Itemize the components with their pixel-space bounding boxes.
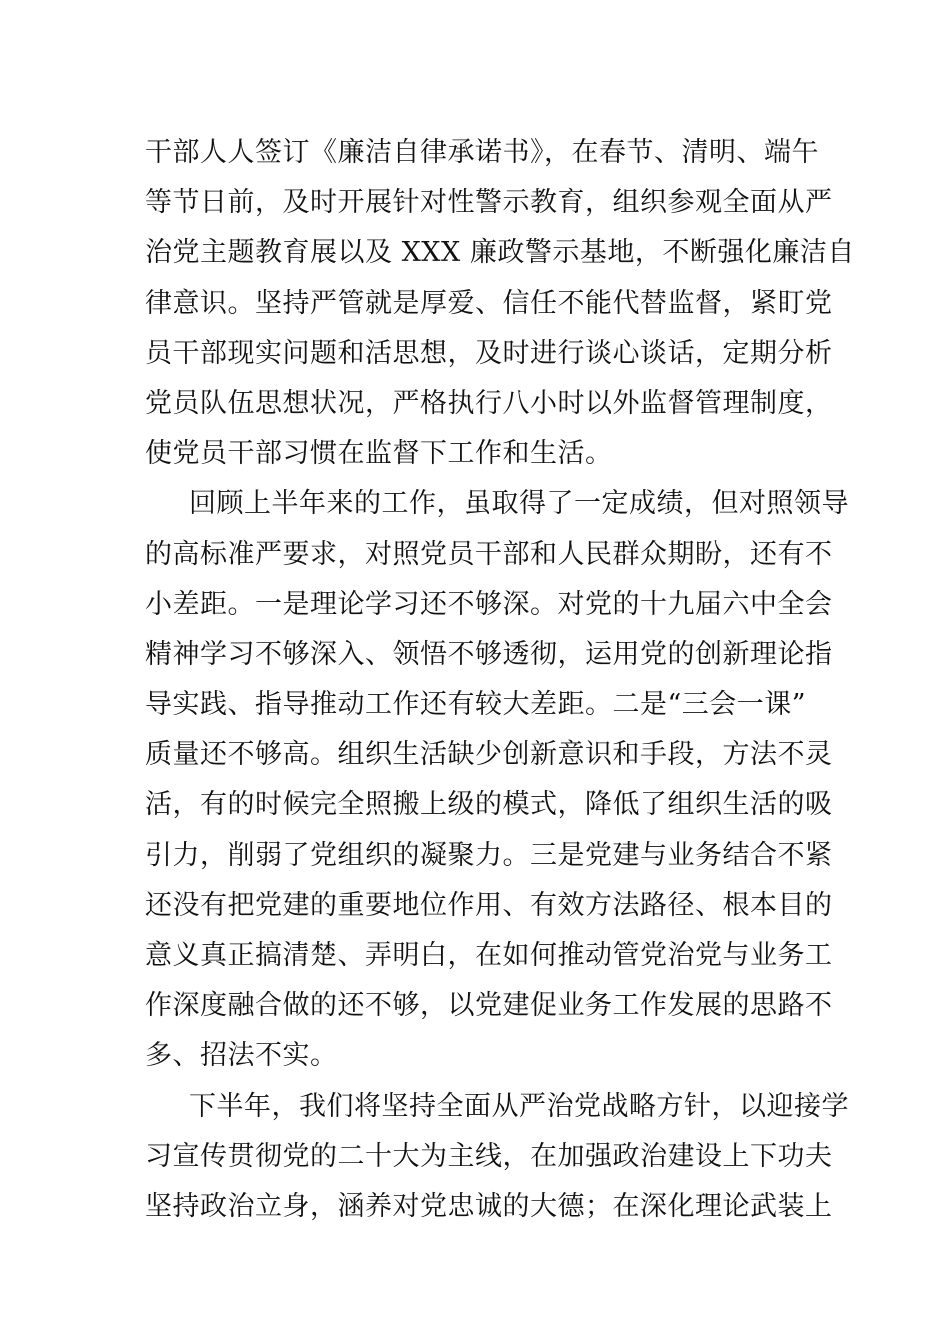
text-line: 员干部现实问题和活思想，及时进行谈心谈话，定期分析	[145, 337, 833, 369]
text-line: 引力，削弱了党组织的凝聚力。三是党建与业务结合不紧	[145, 839, 833, 871]
text-line: 质量还不够高。组织生活缺少创新意识和手段，方法不灵	[145, 739, 833, 771]
document-body	[145, 128, 855, 1232]
text-line: 习宣传贯彻党的二十大为主线，在加强政治建设上下功夫	[145, 1140, 833, 1172]
text-line: 活，有的时候完全照搬上级的模式，降低了组织生活的吸	[145, 789, 833, 821]
text-line: 的高标准严要求，对照党员干部和人民群众期盼，还有不	[145, 538, 833, 570]
text-line: 还没有把党建的重要地位作用、有效方法路径、根本目的	[145, 889, 833, 921]
text-line: 作深度融合做的还不够，以党建促业务工作发展的思路不	[145, 990, 833, 1022]
text-line: 小差距。一是理论学习还不够深。对党的十九届六中全会	[145, 588, 833, 620]
text-line: 意义真正搞清楚、弄明白，在如何推动管党治党与业务工	[145, 940, 833, 971]
text-line: 精神学习不够深入、领悟不够透彻，运用党的创新理论指	[145, 638, 833, 670]
text-line: 律意识。坚持严管就是厚爱、信任不能代替监督，紧盯党	[145, 287, 833, 319]
text-line: 干部人人签订《廉洁自律承诺书》，在春节、清明、端午	[145, 137, 819, 168]
text-line: 导实践、指导推动工作还有较大差距。二是“三会一课”	[145, 689, 807, 721]
text-line: 治党主题教育展以及 XXX 廉政警示基地，不断强化廉洁自	[145, 237, 855, 269]
text-line: 坚持政治立身，涵养对党忠诚的大德；在深化理论武装上	[145, 1190, 833, 1222]
text-line: 党员队伍思想状况，严格执行八小时以外监督管理制度，	[145, 387, 833, 419]
text-line: 回顾上半年来的工作，虽取得了一定成绩，但对照领导	[189, 488, 849, 520]
text-line: 下半年，我们将坚持全面从严治党战略方针，以迎接学	[189, 1090, 849, 1122]
text-line: 使党员干部习惯在监督下工作和生活。	[145, 438, 613, 470]
text-line: 等节日前，及时开展针对性警示教育，组织参观全面从严	[145, 187, 833, 219]
text-line: 多、招法不实。	[145, 1040, 338, 1072]
